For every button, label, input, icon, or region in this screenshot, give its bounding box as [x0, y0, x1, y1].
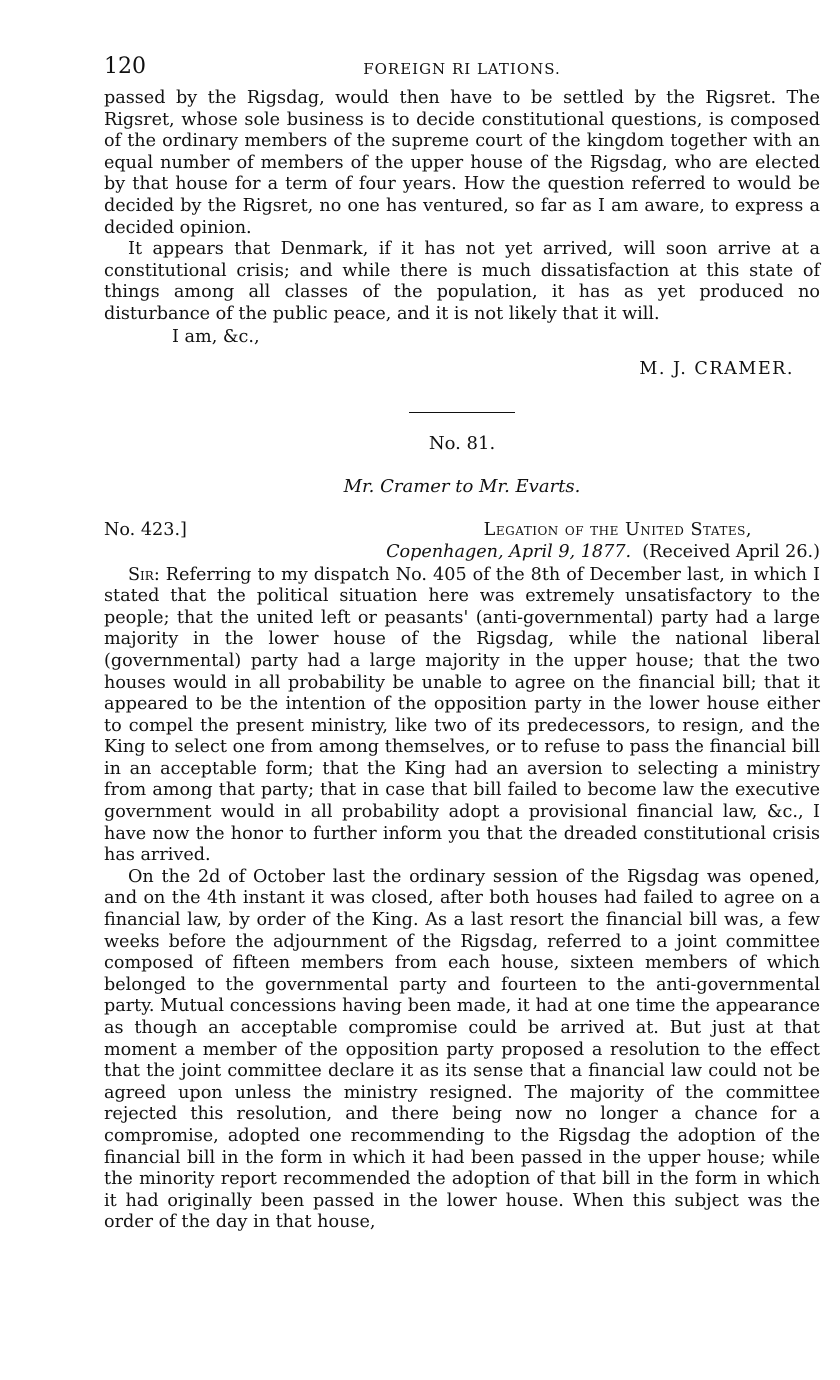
legation-name: Legation of the United States,: [483, 519, 752, 540]
document-heading: Mr. Cramer to Mr. Evarts.: [343, 475, 581, 497]
running-title: FOREIGN RI LATIONS.: [363, 60, 561, 78]
document-number: No. 81.: [428, 432, 496, 454]
section-divider: [409, 412, 515, 413]
body-paragraph-2: On the 2d of October last the ordinary session of the Rigsdag was opened, and on the 4th instant it was closed, after both houses had failed to agree on a financial law, by order of the King. As a last resort the financial bill was, a few weeks before the adjournment of the Rigsdag, referred to a joint committee composed of fifteen members from each house, sixteen members of which belonged to the governmental party and fourteen to the anti-governmental party. Mutual concessions having been made, it had at one time the appearance as though an acceptable compromise could be arrived at. But just at that moment a member of the opposition party proposed a resolution to the effect that the joint committee declare it as its sense that a financial law could not be agreed upon unless the ministry resigned. The majority of the committee rejected this resolution, and there being now no longer a chance for a compromise, adopted one recommending to the Rigsdag the adoption of the financial bill in the form in which it had been passed in the upper house; while the minority report recommended the adoption of that bill in the form in which it had originally been passed in the lower house. When this subject was the order of the day in that house,: [104, 866, 820, 1233]
letterhead: [104, 519, 820, 565]
place-date: Copenhagen, April 9, 1877.: [386, 541, 632, 562]
closing-phrase: I am, &c.,: [172, 326, 260, 347]
signature: M. J. CRAMER.: [639, 358, 794, 379]
document-page: [104, 52, 820, 1234]
dispatch-number: No. 423.]: [104, 519, 187, 540]
running-header: [104, 52, 820, 88]
paragraph-crisis: It appears that Denmark, if it has not yet arrived, will soon arrive at a constitutional crisis; and while there is much dissatisfaction at this state of things among all classes of the population, it has as yet produced no disturbance of the public peace, and it is not likely that it will.: [104, 239, 820, 324]
page-number: 120: [104, 54, 146, 79]
received-date: (Received April 26.): [642, 541, 820, 562]
place-date-line: [386, 541, 820, 563]
paragraph-continued: passed by the Rigsdag, would then have to be settled by the Rigsret. The Rigsret, whose sole business is to decide constitutional questions, is composed of the ordinary members of the supreme court of the kingdom together with an equal number of members of the upper house of the Rigsdag, who are elected by that house for a term of four years. How the question referred to would be decided by the Rigsret, no one has ventured, so far as I am aware, to express a decided opinion.: [104, 88, 820, 238]
body-paragraph-1: [104, 565, 820, 867]
body-paragraph-1-text: Referring to my dispatch No. 405 of the 8th of December last, in which I stated that the political situation here was extremely unsatisfactory to the people; that the united left or peasants' (anti-governmental) party had a large majority in the lower house of the Rigsdag, while the national liberal (governmental) party had a large majority in the upper house; that the two houses would in all probability be unable to agree on the financial bill; that it appeared to be the intention of the opposition party in the lower house either to compel the present ministry, like two of its predecessors, to resign, and the King to select one from among themselves, or to refuse to pass the financial bill in an acceptable form; that the King had an aversion to selecting a ministry from among that party; that in case that bill failed to become law the executive government would in all probability adopt a provisional financial law, &c., I have now the honor to further inform you that the dreaded constitutional crisis has arrived.: [104, 564, 820, 866]
salutation: Sir:: [128, 564, 160, 585]
